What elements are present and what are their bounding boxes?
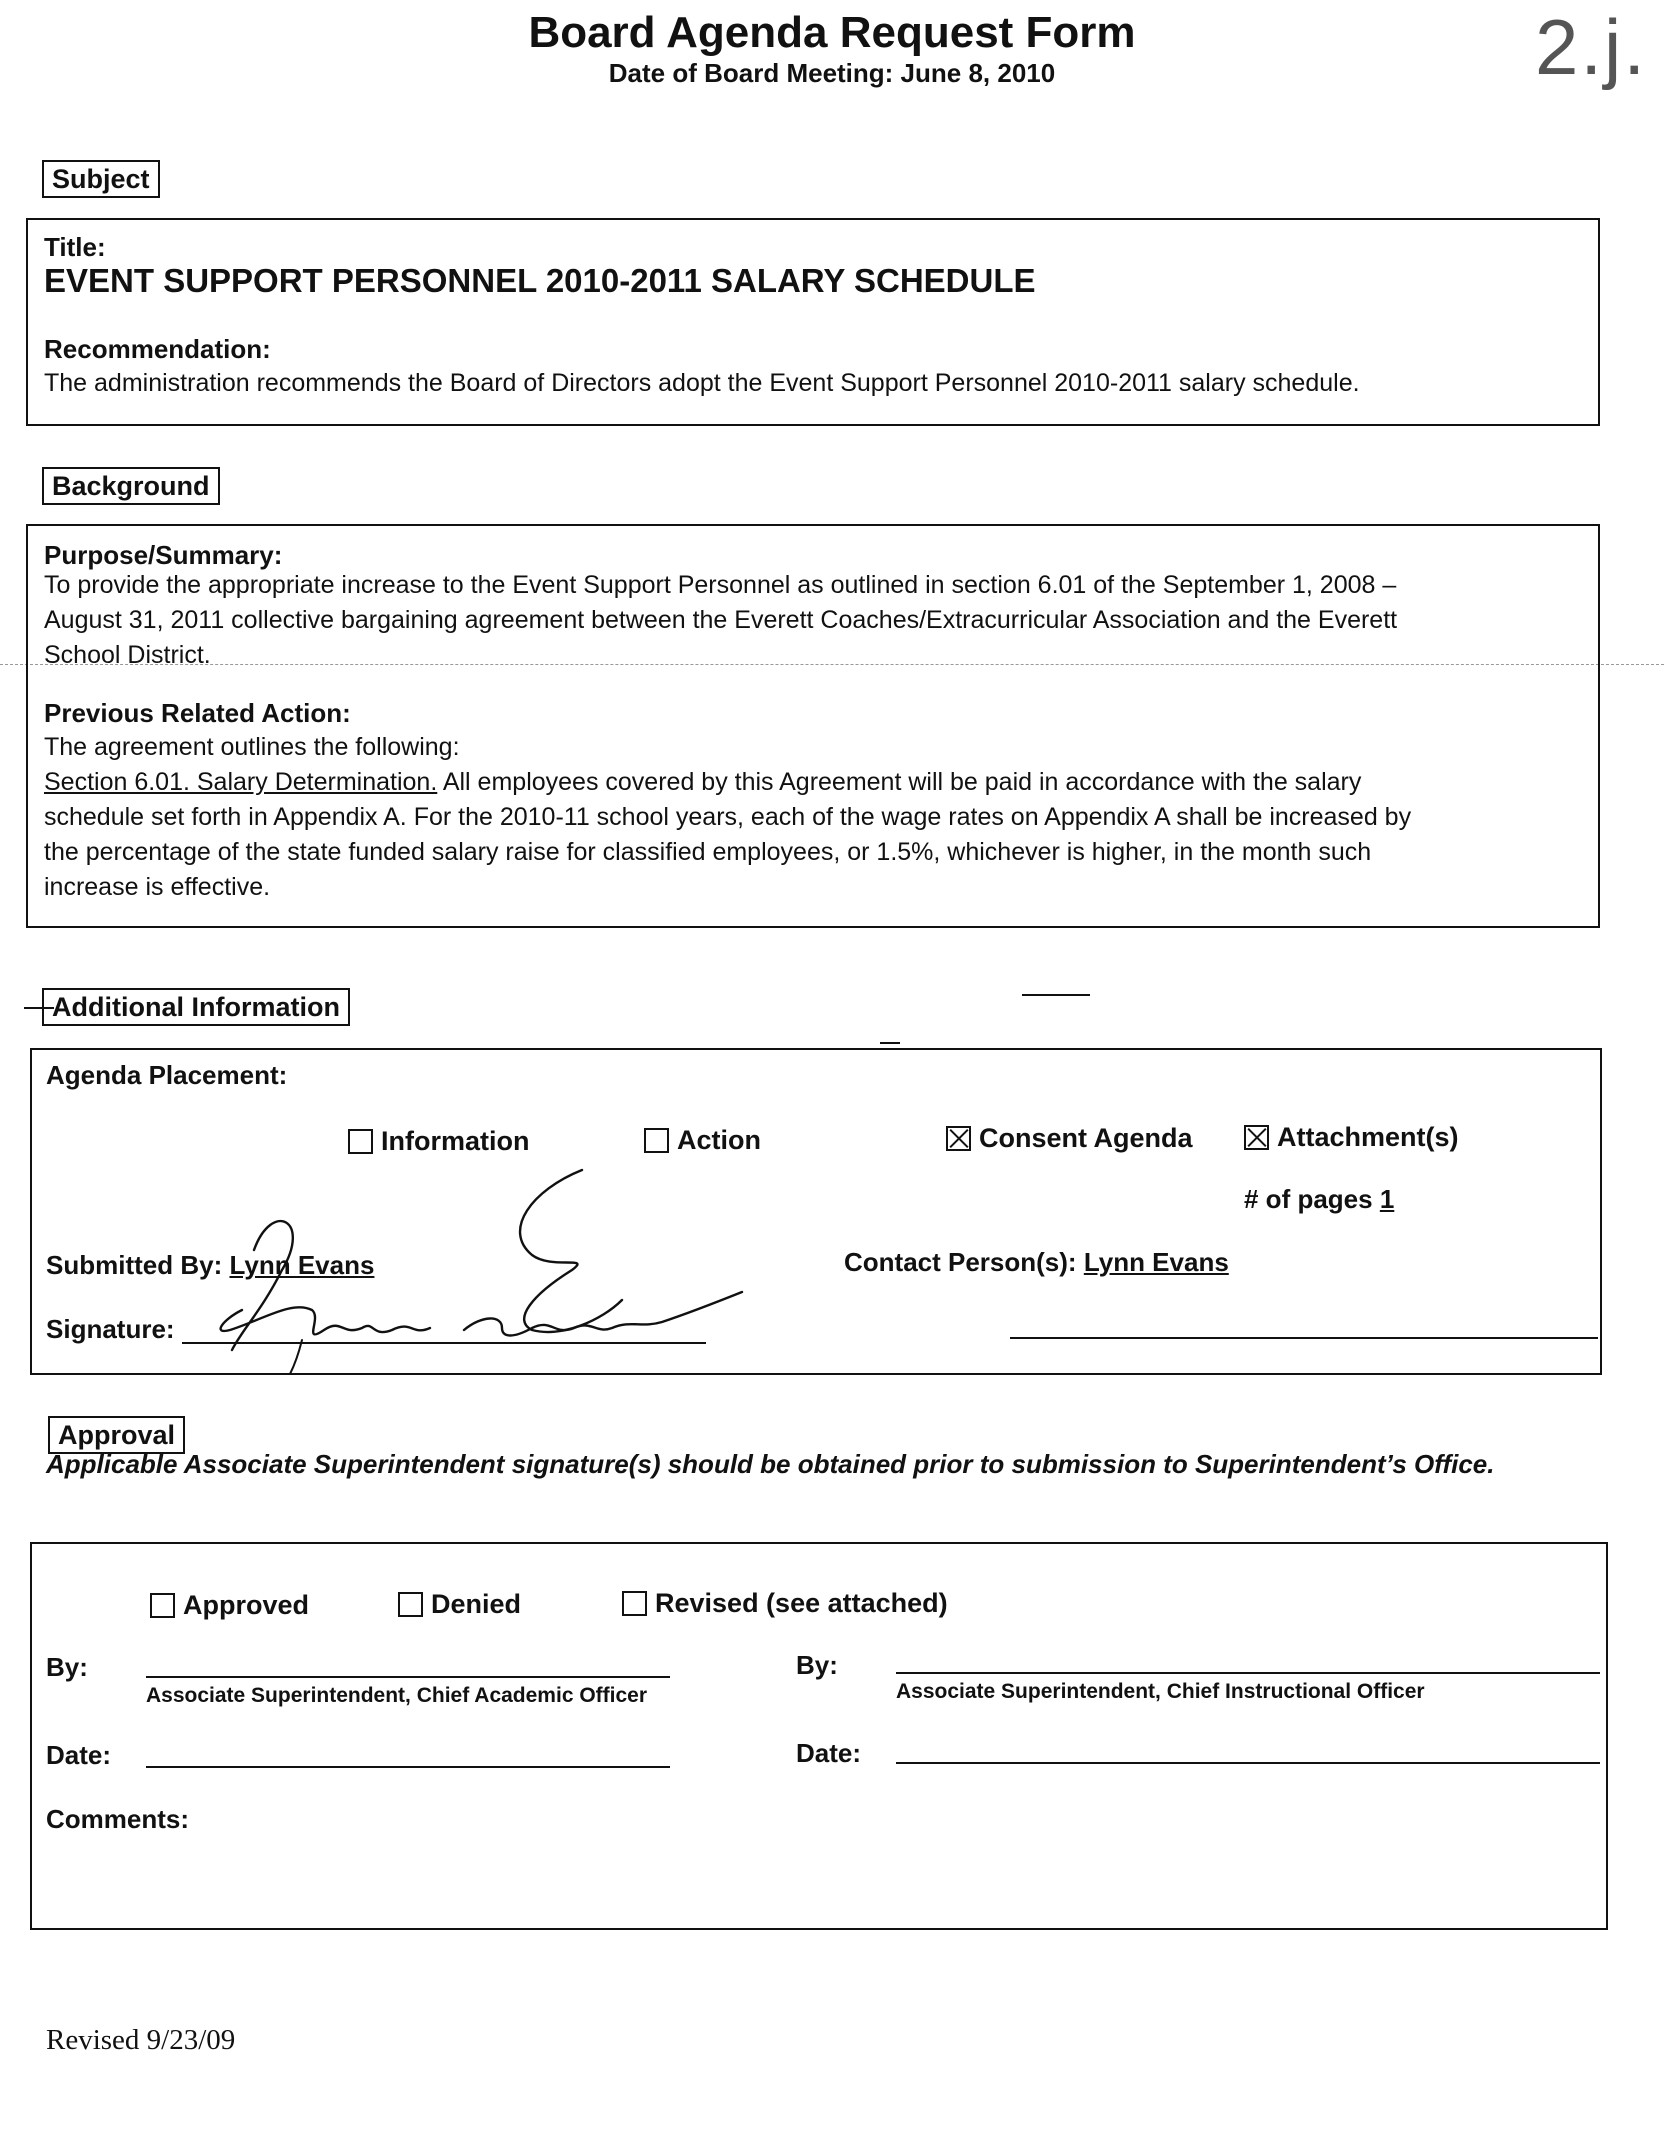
contact-person bbox=[844, 1247, 1229, 1278]
scan-mark bbox=[880, 1042, 900, 1044]
information-label: Information bbox=[381, 1126, 530, 1156]
left-date-line[interactable] bbox=[146, 1766, 670, 1768]
denied-label: Denied bbox=[431, 1589, 522, 1619]
purpose-line: August 31, 2011 collective bargaining agreement between the Everett Coaches/Extracurricular Association and the Everett bbox=[44, 606, 1398, 634]
handwritten-signature bbox=[202, 1160, 762, 1380]
option-action[interactable] bbox=[644, 1125, 761, 1156]
action-label: Action bbox=[677, 1125, 761, 1155]
agenda-placement-label: Agenda Placement: bbox=[46, 1060, 288, 1090]
purpose-line: School District. bbox=[44, 641, 211, 669]
previous-line-text: All employees covered by this Agreement will be paid in accordance with the salary bbox=[437, 768, 1362, 796]
option-revised[interactable] bbox=[622, 1588, 948, 1619]
contact-person-value: Lynn Evans bbox=[1083, 1247, 1229, 1277]
comments-label: Comments: bbox=[46, 1804, 190, 1834]
title-label: Title: bbox=[44, 232, 106, 262]
background-section-label: Background bbox=[42, 467, 220, 505]
attachments-checkbox[interactable] bbox=[1244, 1125, 1269, 1150]
left-role-label: Associate Superintendent, Chief Academic Officer bbox=[146, 1684, 648, 1707]
purpose-line: To provide the appropriate increase to the Event Support Personnel as outlined in section 6.01 of the September 1, 2008 – bbox=[44, 571, 1397, 599]
previous-line: schedule set forth in Appendix A. For the 2010-11 school years, each of the wage rates on Appendix A shall be increased by bbox=[44, 803, 1412, 831]
previous-action-label: Previous Related Action: bbox=[44, 698, 351, 728]
option-information[interactable] bbox=[348, 1126, 530, 1157]
form-title: Board Agenda Request Form bbox=[528, 8, 1136, 57]
section-ref: Section 6.01. Salary Determination. bbox=[44, 768, 438, 796]
previous-intro: The agreement outlines the following: bbox=[44, 733, 460, 761]
pages-value: 1 bbox=[1379, 1184, 1395, 1214]
left-by-label: By: bbox=[46, 1652, 88, 1682]
recommendation-text: The administration recommends the Board of Directors adopt the Event Support Personnel 2010-2011 salary schedule. bbox=[44, 369, 1360, 397]
recommendation-label: Recommendation: bbox=[44, 334, 271, 364]
option-denied[interactable] bbox=[398, 1589, 521, 1620]
contact-signature-line bbox=[1010, 1337, 1598, 1339]
right-role-label: Associate Superintendent, Chief Instructional Officer bbox=[896, 1680, 1425, 1703]
right-date-label: Date: bbox=[796, 1738, 862, 1768]
left-date-label: Date: bbox=[46, 1740, 112, 1770]
approval-section-label: Approval bbox=[48, 1416, 185, 1454]
purpose-text bbox=[44, 568, 1589, 673]
right-date-line[interactable] bbox=[896, 1762, 1600, 1764]
title-value: EVENT SUPPORT PERSONNEL 2010-2011 SALARY SCHEDULE bbox=[44, 262, 1036, 299]
option-approved[interactable] bbox=[150, 1590, 309, 1621]
approval-box bbox=[30, 1542, 1608, 1930]
page-number: 2.j. bbox=[1535, 3, 1648, 91]
denied-checkbox[interactable] bbox=[398, 1592, 423, 1617]
signature-label: Signature: bbox=[46, 1314, 175, 1344]
approved-label: Approved bbox=[183, 1590, 310, 1620]
consent-agenda-checkbox[interactable] bbox=[946, 1126, 971, 1151]
option-attachments[interactable] bbox=[1244, 1122, 1459, 1153]
scan-mark bbox=[1022, 994, 1090, 996]
submitted-by-value: Lynn Evans bbox=[229, 1250, 375, 1280]
purpose-label: Purpose/Summary: bbox=[44, 540, 283, 570]
information-checkbox[interactable] bbox=[348, 1129, 373, 1154]
right-by-label: By: bbox=[796, 1650, 838, 1680]
previous-line bbox=[44, 765, 1589, 800]
attachments-label: Attachment(s) bbox=[1277, 1122, 1459, 1152]
submitted-by-label: Submitted By: bbox=[46, 1250, 223, 1280]
approval-note: Applicable Associate Superintendent signature(s) should be obtained prior to submission to Superintendent’s Office. bbox=[46, 1449, 1495, 1479]
previous-line: the percentage of the state funded salary raise for classified employees, or 1.5%, whichever is higher, in the month such bbox=[44, 838, 1372, 866]
meeting-date: Date of Board Meeting: June 8, 2010 bbox=[608, 58, 1056, 88]
action-checkbox[interactable] bbox=[644, 1128, 669, 1153]
revision-note: Revised 9/23/09 bbox=[46, 2024, 236, 2056]
contact-person-label: Contact Person(s): bbox=[844, 1247, 1077, 1277]
pages-label: # of pages bbox=[1244, 1184, 1373, 1214]
background-box bbox=[26, 524, 1600, 928]
left-by-line[interactable] bbox=[146, 1676, 670, 1678]
approved-checkbox[interactable] bbox=[150, 1593, 175, 1618]
previous-line: increase is effective. bbox=[44, 873, 271, 901]
consent-agenda-label: Consent Agenda bbox=[979, 1123, 1193, 1153]
right-by-line[interactable] bbox=[896, 1672, 1600, 1674]
additional-section-label: Additional Information bbox=[42, 988, 350, 1026]
option-consent-agenda[interactable] bbox=[946, 1123, 1193, 1154]
subject-section-label: Subject bbox=[42, 160, 160, 198]
revised-label: Revised (see attached) bbox=[655, 1588, 948, 1618]
previous-action-text bbox=[44, 730, 1589, 905]
pages-count bbox=[1244, 1184, 1394, 1215]
additional-box bbox=[30, 1048, 1602, 1375]
subject-box bbox=[26, 218, 1600, 426]
revised-checkbox[interactable] bbox=[622, 1591, 647, 1616]
